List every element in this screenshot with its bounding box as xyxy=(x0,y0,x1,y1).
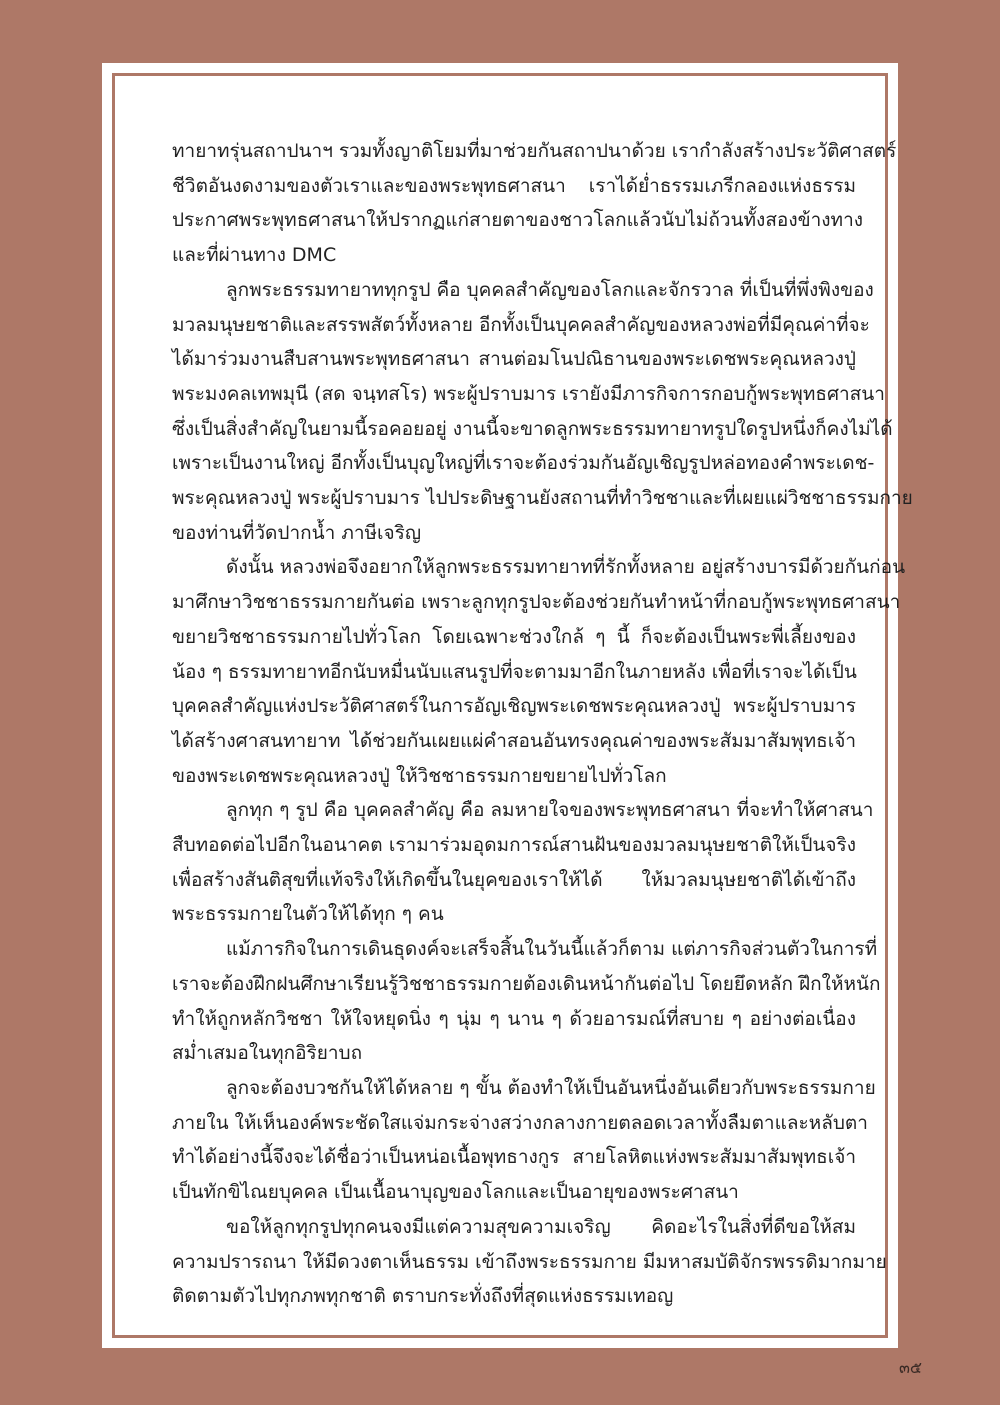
paragraph-2-line-2: มวลมนุษยชาติและสรรพสัตว์ทั้งหลาย อีกทั้งเป็นบุคคลสำคัญของหลวงพ่อที่มีคุณค่าที่จะ xyxy=(172,313,870,336)
paragraph-3-line-5: บุคคลสำคัญแห่งประวัติศาสตร์ในการอัญเชิญพระเดชพระคุณหลวงปู่ พระผู้ปราบมาร xyxy=(172,695,856,718)
paragraph-6-line-2: ภายใน ให้เห็นองค์พระชัดใสแจ่มกระจ่างสว่างกลางกายตลอดเวลาทั้งลืมตาและหลับตา xyxy=(172,1111,868,1134)
paragraph-5-line-2: เราจะต้องฝึกฝนศึกษาเรียนรู้วิชชาธรรมกายต้องเดินหน้ากันต่อไป โดยยึดหลัก ฝึกให้หนัก xyxy=(172,972,881,995)
paragraph-2-line-8: ของท่านที่วัดปากน้ำ ภาษีเจริญ xyxy=(172,521,422,544)
outer-frame xyxy=(102,63,913,1348)
paragraph-7-line-1: ขอให้ลูกทุกรูปทุกคนจงมีแต่ความสุขความเจริญ คิดอะไรในสิ่งที่ดีขอให้สม xyxy=(226,1215,856,1238)
paragraph-7-line-2: ความปรารถนา ให้มีดวงตาเห็นธรรม เข้าถึงพระธรรมกาย มีมหาสมบัติจักรพรรดิมากมาย xyxy=(172,1250,887,1273)
page-number: ๓๕ xyxy=(898,1358,922,1377)
paragraph-3-line-1: ดังนั้น หลวงพ่อจึงอยากให้ลูกพระธรรมทายาทที่รักทั้งหลาย อยู่สร้างบารมีด้วยกันก่อน xyxy=(226,556,906,579)
paragraph-5-line-1: แม้ภารกิจในการเดินธุดงค์จะเสร็จสิ้นในวันนี้แล้วก็ตาม แต่ภารกิจส่วนตัวในการที่ xyxy=(226,938,878,961)
paragraph-2-line-4: พระมงคลเทพมุนี (สด จนฺทสโร) พระผู้ปราบมาร เรายังมีภารกิจการกอบกู้พระพุทธศาสนา xyxy=(172,382,885,405)
paragraph-6-line-3: ทำได้อย่างนี้จึงจะได้ชื่อว่าเป็นหน่อเนื้อพุทธางกูร สายโลหิตแห่งพระสัมมาสัมพุทธเจ้า xyxy=(172,1146,856,1169)
inner-frame xyxy=(112,73,913,1338)
paragraph-4-line-2: สืบทอดต่อไปอีกในอนาคต เรามาร่วมอุดมการณ์สานฝันของมวลมนุษยชาติให้เป็นจริง xyxy=(172,834,856,857)
paragraph-3-line-6: ได้สร้างศาสนทายาท ได้ช่วยกันเผยแผ่คำสอนอันทรงคุณค่าของพระสัมมาสัมพุทธเจ้า xyxy=(172,729,856,752)
paragraph-1-line-4: และที่ผ่านทาง DMC xyxy=(172,244,337,267)
paragraph-6-line-1: ลูกจะต้องบวชกันให้ได้หลาย ๆ ขั้น ต้องทำให้เป็นอันหนึ่งอันเดียวกับพระธรรมกาย xyxy=(226,1076,876,1099)
paragraph-1-line-1: ทายาทรุ่นสถาปนาฯ รวมทั้งญาติโยมที่มาช่วยกันสถาปนาด้วย เรากำลังสร้างประวัติศาสตร์ xyxy=(172,140,897,162)
paragraph-2-line-3: ได้มาร่วมงานสืบสานพระพุทธศาสนา สานต่อมโนปณิธานของพระเดชพระคุณหลวงปู่ xyxy=(172,348,856,371)
paragraph-1-line-3: ประกาศพระพุทธศาสนาให้ปรากฏแก่สายตาของชาวโลกแล้วนับไม่ถ้วนทั้งสองข้างทาง xyxy=(172,209,864,232)
paragraph-3-line-3: ขยายวิชชาธรรมกายไปทั่วโลก โดยเฉพาะช่วงใกล้ ๆ นี้ ก็จะต้องเป็นพระพี่เลี้ยงของ xyxy=(172,625,856,648)
paragraph-4-line-4: พระธรรมกายในตัวให้ได้ทุก ๆ คน xyxy=(172,903,444,926)
paragraph-1-line-2: ชีวิตอันงดงามของตัวเราและของพระพุทธศาสนา เราได้ย่ำธรรมเภรีกลองแห่งธรรม xyxy=(172,174,856,197)
paragraph-2-line-7: พระคุณหลวงปู่ พระผู้ปราบมาร ไปประดิษฐานยังสถานที่ทำวิชชาและที่เผยแผ่วิชชาธรรมกาย xyxy=(172,487,913,510)
paragraph-3-line-2: มาศึกษาวิชชาธรรมกายกันต่อ เพราะลูกทุกรูปจะต้องช่วยกันทำหน้าที่กอบกู้พระพุทธศาสนา xyxy=(172,591,901,614)
paragraph-4-line-1: ลูกทุก ๆ รูป คือ บุคคลสำคัญ คือ ลมหายใจของพระพุทธศาสนา ที่จะทำให้ศาสนา xyxy=(226,799,874,822)
paragraph-5-line-3: ทำให้ถูกหลักวิชชา ให้ใจหยุดนิ่ง ๆ นุ่ม ๆ นาน ๆ ด้วยอารมณ์ที่สบาย ๆ อย่างต่อเนื่อง xyxy=(172,1007,856,1030)
paragraph-6-line-4: เป็นทักขิไณยบุคคล เป็นเนื้อนาบุญของโลกและเป็นอายุของพระศาสนา xyxy=(172,1181,739,1204)
paragraph-4-line-3: เพื่อสร้างสันติสุขที่แท้จริงให้เกิดขึ้นในยุคของเราให้ได้ ให้มวลมนุษยชาติได้เข้าถึง xyxy=(172,868,856,891)
paragraph-2-line-1: ลูกพระธรรมทายาททุกรูป คือ บุคคลสำคัญของโลกและจักรวาล ที่เป็นที่พึ่งพิงของ xyxy=(226,278,874,301)
paragraph-2-line-5: ซึ่งเป็นสิ่งสำคัญในยามนี้รอคอยอยู่ งานนี้จะขาดลูกพระธรรมทายาทรูปใดรูปหนึ่งก็คงไม่ได้ xyxy=(172,417,893,440)
paragraph-2-line-6: เพราะเป็นงานใหญ่ อีกทั้งเป็นบุญใหญ่ที่เราจะต้องร่วมกันอัญเชิญรูปหล่อทองคำพระเดช- xyxy=(172,452,875,475)
body-text xyxy=(172,134,913,1314)
paragraph-3-line-4: น้อง ๆ ธรรมทายาทอีกนับหมื่นนับแสนรูปที่จะตามมาอีกในภายหลัง เพื่อที่เราจะได้เป็น xyxy=(172,660,857,683)
paragraph-5-line-4: สม่ำเสมอในทุกอิริยาบถ xyxy=(172,1042,363,1065)
paragraph-7-line-3: ติดตามตัวไปทุกภพทุกชาติ ตราบกระทั่งถึงที่สุดแห่งธรรมเทอญ xyxy=(172,1285,674,1308)
paragraph-3-line-7: ของพระเดชพระคุณหลวงปู่ ให้วิชชาธรรมกายขยายไปทั่วโลก xyxy=(172,764,667,787)
